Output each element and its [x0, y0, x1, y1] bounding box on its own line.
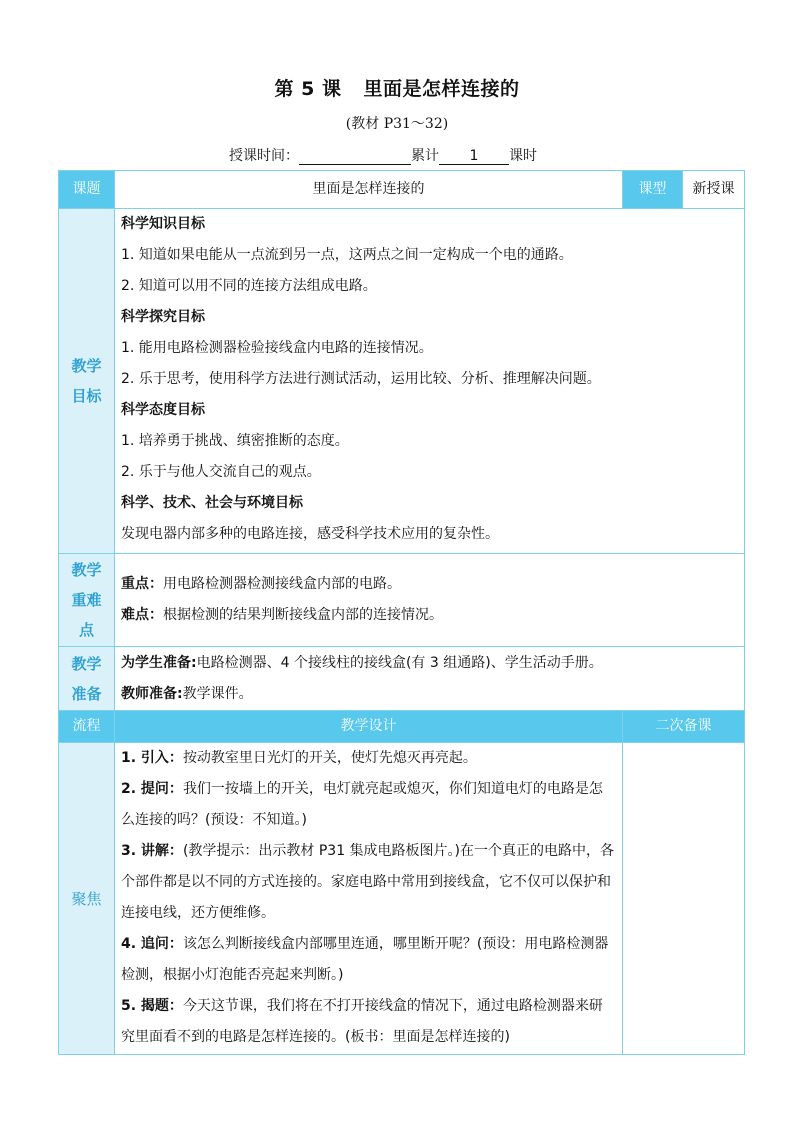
- flow-label: 流程: [59, 711, 115, 743]
- key-points-label: 教学重难点: [59, 554, 115, 647]
- cumulative-label: 累计: [411, 148, 439, 164]
- key-points-content: [115, 554, 745, 647]
- textbook-pages: (教材 P31～32): [345, 116, 449, 132]
- goals-row: [59, 209, 745, 554]
- focus-stage-content: [115, 743, 623, 1055]
- student-preparation: 为学生准备:电路检测器、4 个接线柱的接线盒(有 3 组通路)、学生活动手册。: [121, 654, 603, 671]
- goals-content: [115, 209, 745, 554]
- teaching-time-line: [229, 145, 537, 165]
- focus-stage-row: [59, 743, 745, 1055]
- attitude-goal-item: 1. 培养勇于挑战、缜密推断的态度。: [121, 433, 349, 449]
- page-title: [0, 74, 794, 101]
- second-prep-cell[interactable]: [623, 743, 745, 1055]
- focus-stage-label: 聚焦: [59, 743, 115, 1055]
- topic-label: 课题: [59, 171, 115, 209]
- attitude-goal-title: 科学态度目标: [121, 402, 205, 418]
- lesson-plan-table: [58, 170, 745, 1055]
- knowledge-goal-item: 1. 知道如果电能从一点流到另一点，这两点之间一定构成一个电的通路。: [121, 247, 573, 263]
- lesson-number: 第 5 课: [274, 78, 342, 100]
- cumulative-value: 1: [439, 148, 509, 165]
- inquiry-goal-item: 1. 能用电路检测器检验接线盒内电路的连接情况。: [121, 340, 433, 356]
- key-points-row: [59, 554, 745, 647]
- knowledge-goal-item: 2. 知道可以用不同的连接方法组成电路。: [121, 278, 377, 294]
- step-explain: 3. 讲解：(教学提示：出示教材 P31 集成电路板图片。)在一个真正的电路中，各个部件都是以不同的方式连接的。家庭电路中常用到接线盒，它不仅可以保护和连接电线，还方便维修。: [121, 843, 615, 921]
- teacher-preparation: 教师准备:教学课件。: [121, 685, 253, 702]
- type-label: 课型: [623, 171, 683, 209]
- topic-value: 里面是怎样连接的: [115, 171, 623, 209]
- preparation-row: [59, 647, 745, 711]
- second-prep-label: 二次备课: [623, 711, 745, 743]
- knowledge-goal-title: 科学知识目标: [121, 216, 205, 232]
- design-header-row: [59, 711, 745, 743]
- focus-point: 重点：用电路检测器检测接线盒内部的电路。: [121, 576, 401, 592]
- type-value: 新授课: [683, 171, 745, 209]
- time-blank[interactable]: [299, 148, 411, 165]
- step-follow-up: 4. 追问：该怎么判断接线盒内部哪里连通，哪里断开呢？(预设：用电路检测器检测，根据小灯泡能否亮起来判断。): [121, 936, 609, 983]
- preparation-label: 教学准备: [59, 647, 115, 711]
- goals-label: 教学目标: [59, 209, 115, 554]
- preparation-content: [115, 647, 745, 711]
- attitude-goal-item: 2. 乐于与他人交流自己的观点。: [121, 464, 321, 480]
- inquiry-goal-title: 科学探究目标: [121, 309, 205, 325]
- topic-row: [59, 171, 745, 209]
- step-intro: 1. 引入：按动教室里日光灯的开关，使灯先熄灭再亮起。: [121, 750, 477, 766]
- step-reveal: 5. 揭题：今天这节课，我们将在不打开接线盒的情况下，通过电路检测器来研究里面看不到的电路是怎样连接的。(板书：里面是怎样连接的): [121, 998, 603, 1045]
- design-label: 教学设计: [115, 711, 623, 743]
- period-label: 课时: [509, 148, 537, 164]
- society-goal-text: 发现电器内部多种的电路连接，感受科学技术应用的复杂性。: [121, 526, 499, 542]
- lesson-title: 里面是怎样连接的: [363, 78, 520, 100]
- difficulty-point: 难点：根据检测的结果判断接线盒内部的连接情况。: [121, 607, 443, 623]
- society-goal-title: 科学、技术、社会与环境目标: [121, 495, 303, 511]
- inquiry-goal-item: 2. 乐于思考，使用科学方法进行测试活动，运用比较、分析、推理解决问题。: [121, 371, 601, 387]
- time-label: 授课时间：: [229, 148, 299, 164]
- step-question: 2. 提问：我们一按墙上的开关，电灯就亮起或熄灭，你们知道电灯的电路是怎么连接的吗？(预设：不知道。): [121, 781, 603, 828]
